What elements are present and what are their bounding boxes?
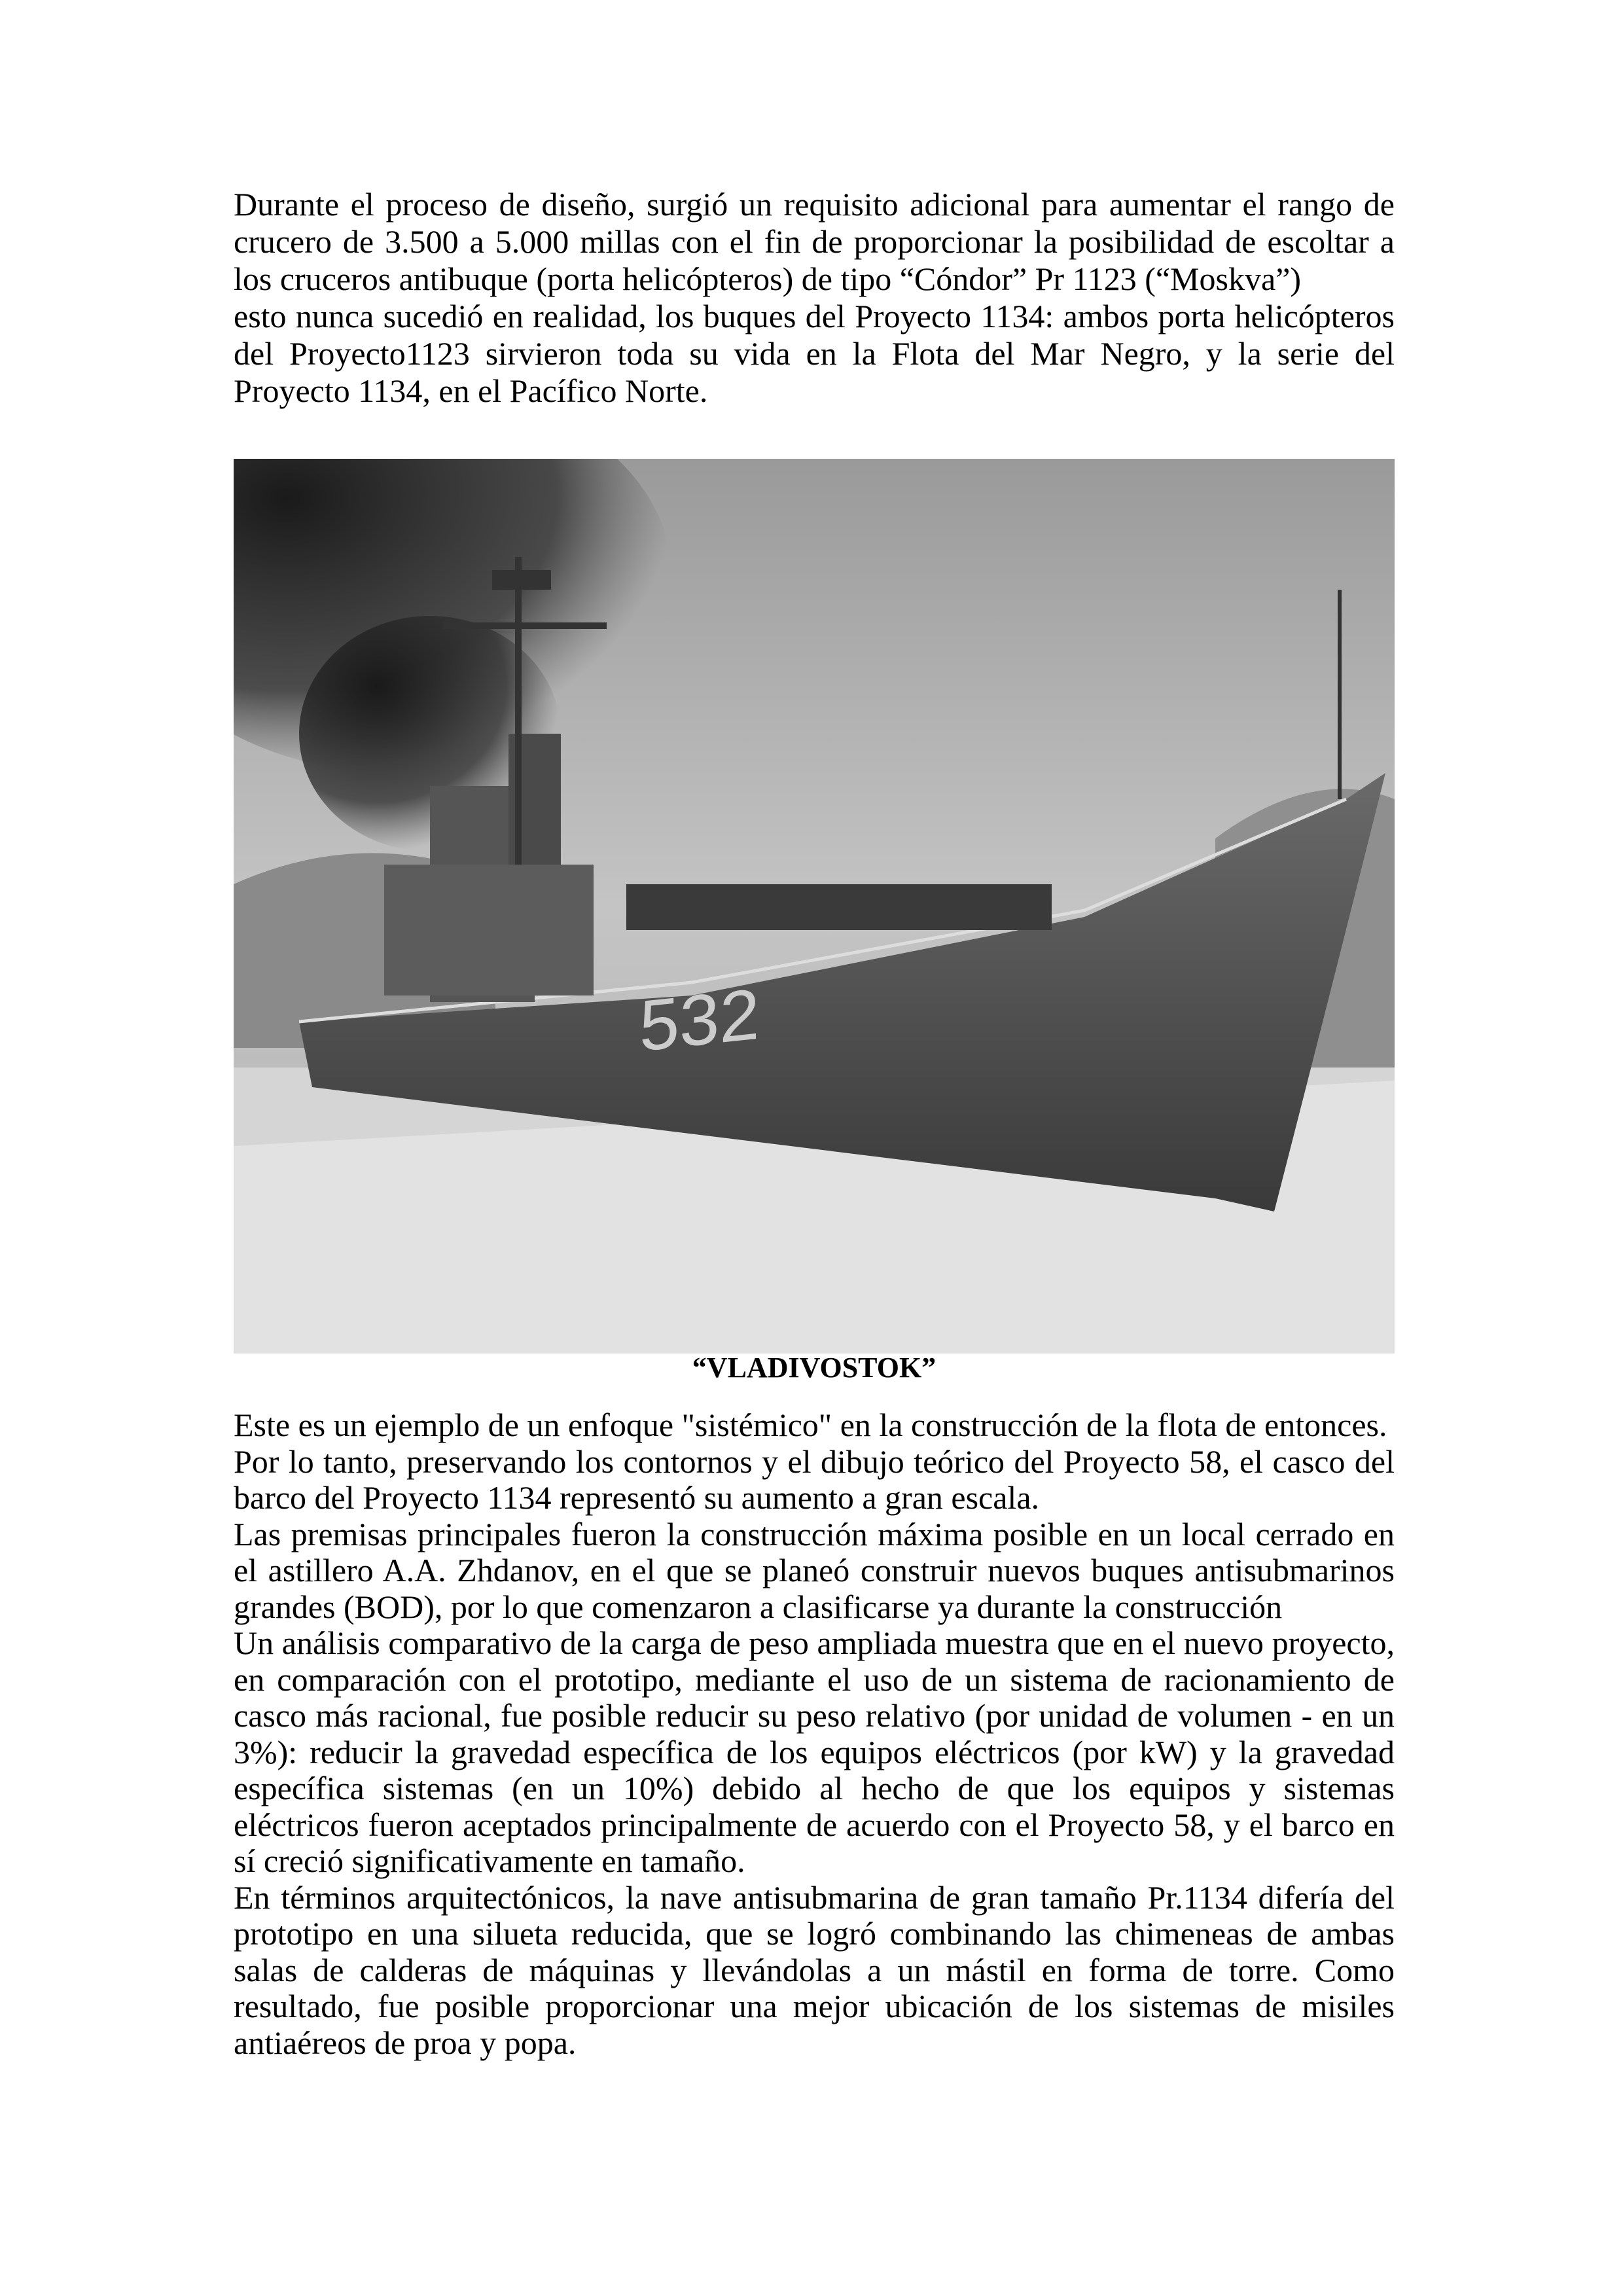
paragraph: Por lo tanto, preservando los contornos y el dibujo teórico del Proyecto 58, el casco del barco del Proyecto 1134 representó su aumento a gran escala. (234, 1443, 1395, 1516)
paragraph: Este es un ejemplo de un enfoque "sistémico" en la construcción de la flota de entonces. (234, 1407, 1387, 1443)
paragraph: Durante el proceso de diseño, surgió un requisito adicional para aumentar el rango de crucero de 3.500 a 5.000 millas con el fin de proporcionar la posibilidad de escoltar a los cruceros antibuque (porta helicópteros) de tipo “Cóndor” Pr 1123 (“Moskva”) (234, 186, 1395, 297)
paragraph: Las premisas principales fueron la construcción máxima posible en un local cerrado en el astillero A.A. Zhdanov, en el que se planeó construir nuevos buques antisubmarinos grandes (BOD), por lo que comenzaron a clasificarse ya durante la construcción (234, 1515, 1395, 1625)
body-text (234, 1407, 1395, 2061)
paragraph: esto nunca sucedió en realidad, los buques del Proyecto 1134: ambos porta helicópteros del Proyecto1123 sirvieron toda su vida en la Flota del Mar Negro, y la serie del Proyecto 1134, en el Pacífico Norte. (234, 298, 1395, 409)
intro-text (234, 186, 1395, 410)
ship-photo (234, 459, 1395, 1354)
paragraph: Un análisis comparativo de la carga de peso ampliada muestra que en el nuevo proyecto, en comparación con el prototipo, mediante el uso de un sistema de racionamiento de casco más racional, fue posible reducir su peso relativo (por unidad de volumen - en un 3%): reducir la gravedad específica de los equipos eléctricos (por kW) y la gravedad específica sistemas (en un 10%) debido al hecho de que los equipos y sistemas eléctricos fueron aceptados principalmente de acuerdo con el Proyecto 58, y el barco en sí creció significativamente en tamaño. (234, 1624, 1395, 1879)
hull-number: 532 (639, 973, 760, 1067)
paragraph: En términos arquitectónicos, la nave antisubmarina de gran tamaño Pr.1134 difería del prototipo en una silueta reducida, que se logró combinando las chimeneas de ambas salas de calderas de máquinas y llevándolas a un mástil en forma de torre. Como resultado, fue posible proporcionar una mejor ubicación de los sistemas de misiles antiaéreos de proa y popa. (234, 1878, 1395, 2061)
figure-caption: “VLADIVOSTOK” (692, 1352, 936, 1384)
